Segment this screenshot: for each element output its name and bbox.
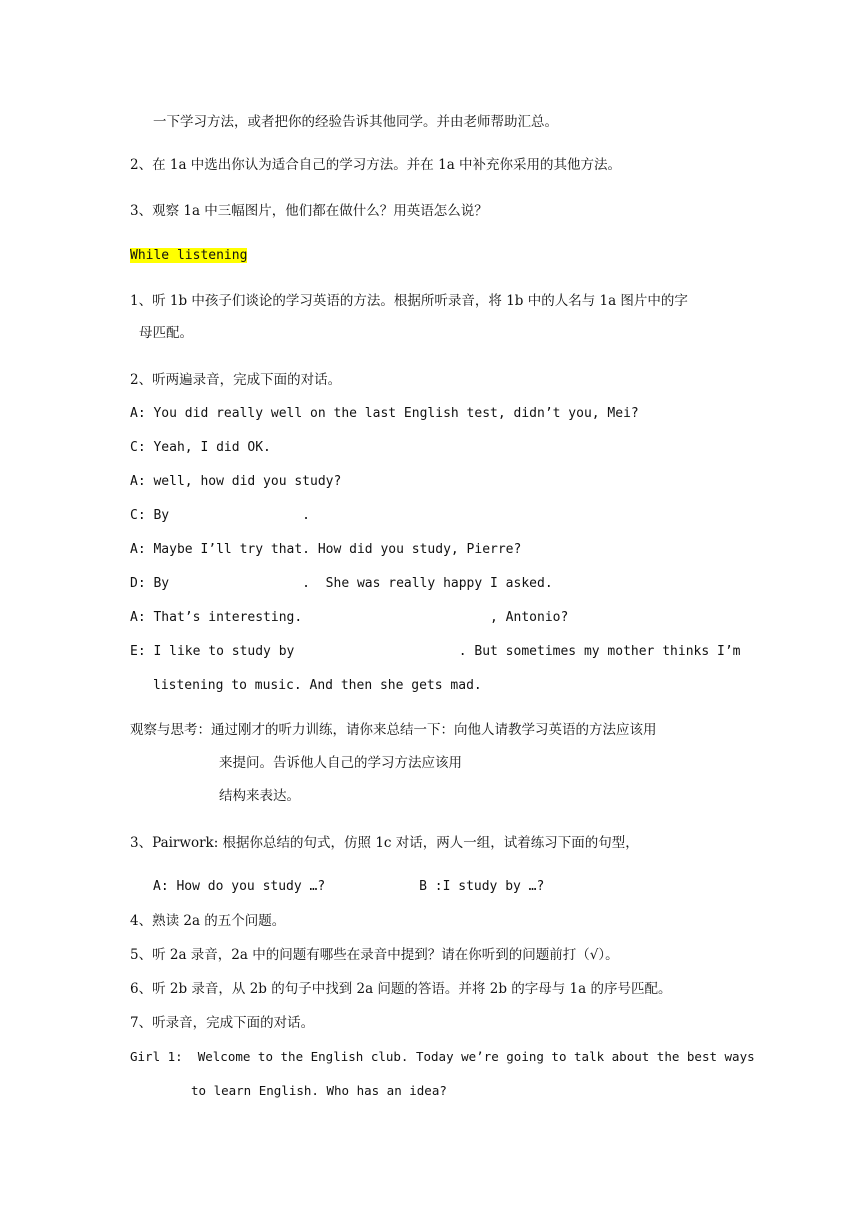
text-line: 1、听 1b 中孩子们谈论的学习英语的方法。根据所听录音，将 1b 中的人名与 1a 图片中的字 (130, 293, 688, 309)
text-line: 7、听录音，完成下面的对话。 (130, 1015, 315, 1031)
dialogue-line: listening to music. And then she gets mad. (153, 678, 482, 693)
dialogue-line: C: By . (130, 508, 311, 523)
text-line: 3、观察 1a 中三幅图片，他们都在做什么？用英语怎么说？ (130, 203, 488, 219)
dialogue-line: Girl 1: Welcome to the English club. Today we’re going to talk about the best ways (130, 1049, 755, 1064)
dialogue-line: A: That’s interesting. , Antonio? (130, 610, 569, 625)
dialogue-line: A: You did really well on the last English test, didn’t you, Mei? (130, 406, 639, 421)
text-line: 观察与思考：通过刚才的听力训练，请你来总结一下：向他人请教学习英语的方法应该用 (130, 722, 657, 738)
text-line: 结构来表达。 (219, 788, 300, 804)
text-line: 来提问。告诉他人自己的学习方法应该用 (219, 755, 462, 771)
text-line: 5、听 2a 录音，2a 中的问题有哪些在录音中提到？请在你听到的问题前打（√）。 (130, 947, 619, 963)
highlight: While listening (130, 248, 248, 263)
text-line: 一下学习方法，或者把你的经验告诉其他同学。并由老师帮助汇总。 (153, 114, 558, 130)
dialogue-line: D: By . She was really happy I asked. (130, 576, 553, 591)
dialogue-line: C: Yeah, I did OK. (130, 440, 271, 455)
text-line: 4、熟读 2a 的五个问题。 (130, 913, 286, 929)
dialogue-line: A: well, how did you study? (130, 474, 342, 489)
dialogue-line: E: I like to study by . But sometimes my mother thinks I’m (130, 644, 741, 659)
dialogue-line: A: How do you study …? B :I study by …? (153, 879, 545, 894)
section-heading-while-listening (130, 246, 247, 266)
text-line: 2、听两遍录音，完成下面的对话。 (130, 372, 342, 388)
text-line: 6、听 2b 录音，从 2b 的句子中找到 2a 问题的答语。并将 2b 的字母与 1a 的序号匹配。 (130, 981, 672, 997)
text-line: 3、Pairwork: 根据你总结的句式，仿照 1c 对话，两人一组，试着练习下面的句型， (130, 835, 639, 851)
dialogue-line: to learn English. Who has an idea? (191, 1083, 447, 1098)
dialogue-line: A: Maybe I’ll try that. How did you study, Pierre? (130, 542, 522, 557)
text-line: 2、在 1a 中选出你认为适合自己的学习方法。并在 1a 中补充你采用的其他方法。 (130, 157, 622, 173)
text-line: 母匹配。 (139, 325, 193, 341)
